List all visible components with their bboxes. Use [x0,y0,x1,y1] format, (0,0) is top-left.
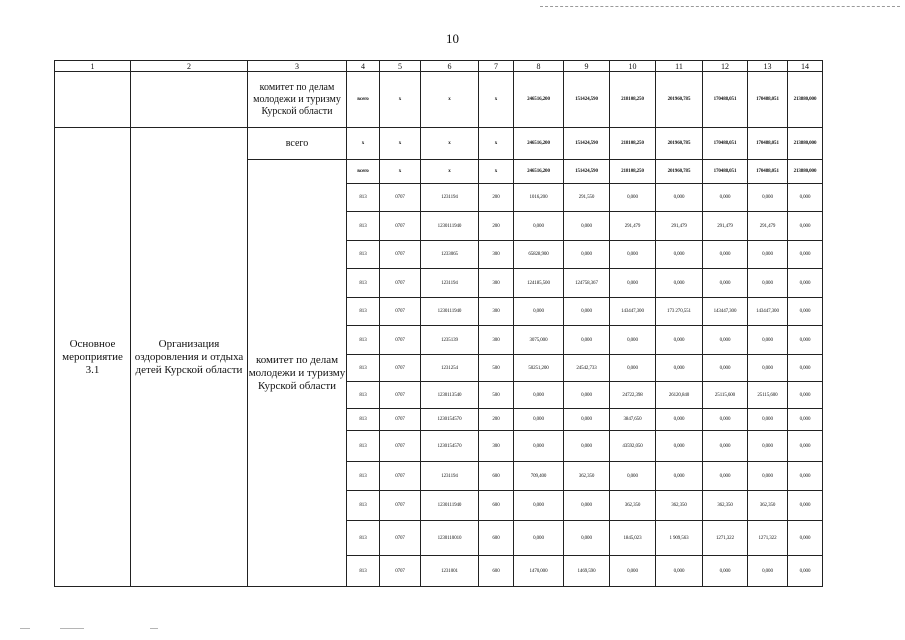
table-cell: 0707 [380,491,421,521]
table-cell: 0,000 [656,409,703,431]
column-number: 6 [421,61,479,72]
table-cell: 1469,590 [564,556,610,587]
table-cell: 0,000 [748,431,788,462]
table-cell: 0,000 [514,431,564,462]
table-cell: 0707 [380,326,421,355]
table-cell: 0,000 [656,462,703,491]
table-cell: 170488,051 [748,128,788,160]
table-cell: 0,000 [514,521,564,556]
table-cell: 600 [479,521,514,556]
table-cell: x [421,72,479,128]
table-cell: 124758,367 [564,269,610,298]
table-cell: 0707 [380,212,421,241]
table-cell: 65828,900 [514,241,564,269]
table-cell: 151424,590 [564,128,610,160]
column-number: 2 [131,61,248,72]
table-cell: 300 [479,326,514,355]
table-cell: 813 [347,326,380,355]
table-cell: 170488,051 [748,72,788,128]
table-cell: 291,550 [564,184,610,212]
executor-label: комитет по делам молодежи и туризму Курской области [248,72,347,128]
table-cell: 1230113540 [421,382,479,409]
column-number: 5 [380,61,421,72]
table-cell: 213880,000 [788,128,823,160]
column-number: 4 [347,61,380,72]
table-cell: 600 [479,491,514,521]
table-cell: 151424,590 [564,160,610,184]
table-cell: 0,000 [703,355,748,382]
table-cell: 1231194 [421,269,479,298]
table-cell: 1231194 [421,184,479,212]
table-cell: 0,000 [788,382,823,409]
table-cell: 24722,398 [610,382,656,409]
table-cell: 43592,050 [610,431,656,462]
table-cell: x [347,128,380,160]
table-cell: 813 [347,521,380,556]
measure-total-row [55,128,823,160]
table-cell: 600 [479,462,514,491]
table-cell: 0,000 [788,241,823,269]
table-cell: 3847,650 [610,409,656,431]
measure-title: Организация оздоровления и отдыха детей Курской области [131,128,248,587]
table-cell: 0,000 [788,491,823,521]
table-cell: 300 [479,269,514,298]
table-cell: 0,000 [564,521,610,556]
table-cell: 362,350 [703,491,748,521]
table-cell: 0,000 [703,409,748,431]
table-cell: 1230111940 [421,491,479,521]
table-cell: 813 [347,462,380,491]
table-cell: 173 270,551 [656,298,703,326]
table-cell: 0,000 [564,212,610,241]
table-cell: всего [347,72,380,128]
table-cell: 0,000 [788,556,823,587]
table-cell: 0,000 [610,326,656,355]
table-cell: 813 [347,355,380,382]
column-number: 10 [610,61,656,72]
table-cell: 1235139 [421,326,479,355]
table-cell: 0,000 [788,462,823,491]
table-cell: 0707 [380,241,421,269]
table-cell: 0,000 [514,212,564,241]
table-cell: x [380,160,421,184]
executor-label: комитет по делам молодежи и туризму Курской области [248,160,347,587]
table-cell: 0,000 [703,431,748,462]
column-number: 12 [703,61,748,72]
table-cell: 0,000 [748,556,788,587]
table-cell: 0,000 [564,241,610,269]
table-cell: 291,479 [748,212,788,241]
table-cell: 1231254 [421,355,479,382]
table-cell: 0,000 [703,462,748,491]
table-cell: 0,000 [748,462,788,491]
empty-cell [131,72,248,128]
table-cell: 1 909,563 [656,521,703,556]
table-cell: 0,000 [610,462,656,491]
column-number: 9 [564,61,610,72]
column-number: 3 [248,61,347,72]
table-cell: 25115,600 [748,382,788,409]
table-cell: 0,000 [788,184,823,212]
table-cell: 201960,785 [656,128,703,160]
table-cell: всего [347,160,380,184]
table-cell: 24542,733 [564,355,610,382]
table-cell: 0,000 [656,184,703,212]
table-cell: 0707 [380,431,421,462]
table-cell: 200 [479,409,514,431]
table-cell: 0,000 [564,382,610,409]
table-cell: 1845,023 [610,521,656,556]
table-cell: 170488,051 [703,128,748,160]
table-cell: 201960,785 [656,72,703,128]
table-cell: 500 [479,355,514,382]
table-cell: 813 [347,269,380,298]
table-cell: 0707 [380,269,421,298]
column-number: 11 [656,61,703,72]
scan-speck [20,628,30,629]
column-number: 1 [55,61,131,72]
table-cell: 0,000 [788,326,823,355]
table-cell: 1231194 [421,462,479,491]
table-cell: 0,000 [514,298,564,326]
table-cell: 0,000 [656,326,703,355]
table-cell: 0,000 [703,556,748,587]
column-number: 7 [479,61,514,72]
table-cell: 0,000 [788,521,823,556]
table-cell: 1231001 [421,556,479,587]
table-cell: 0,000 [788,298,823,326]
scan-edge-line [540,6,900,7]
table-cell: 0,000 [514,382,564,409]
table-cell: 200 [479,212,514,241]
table-cell: x [479,72,514,128]
table-cell: 1230154570 [421,431,479,462]
table-cell: 1233065 [421,241,479,269]
table-cell: 813 [347,431,380,462]
table-cell: 0,000 [788,212,823,241]
empty-cell [55,72,131,128]
table-cell: 0707 [380,355,421,382]
table-cell: 362,350 [748,491,788,521]
table-body [55,61,823,587]
table-cell: 291,479 [703,212,748,241]
table-cell: 0,000 [788,269,823,298]
table-cell: 709,400 [514,462,564,491]
table-cell: 143447,300 [703,298,748,326]
table-cell: 300 [479,298,514,326]
table-cell: 1230111940 [421,298,479,326]
table-cell: 0707 [380,409,421,431]
table-cell: 0707 [380,521,421,556]
table-cell: 362,350 [610,491,656,521]
table-cell: 213880,000 [788,160,823,184]
table-cell: x [421,160,479,184]
table-cell: x [479,128,514,160]
table-cell: 1271,322 [748,521,788,556]
table-cell: 813 [347,491,380,521]
table-cell: 0,000 [656,431,703,462]
table-cell: 0,000 [564,326,610,355]
table-cell: 213880,000 [788,72,823,128]
table-cell: 246516,200 [514,160,564,184]
table-cell: 1230111940 [421,212,479,241]
table-cell: 813 [347,556,380,587]
table-cell: 246516,200 [514,72,564,128]
table-cell: 170488,051 [703,72,748,128]
executor-total-row [55,72,823,128]
table-cell: 600 [479,556,514,587]
table-cell: 170488,051 [703,160,748,184]
table-cell: x [380,128,421,160]
table-cell: 1470,000 [514,556,564,587]
table-cell: 0,000 [748,184,788,212]
table-cell: 813 [347,298,380,326]
table-cell: 291,479 [656,212,703,241]
table-cell: 0,000 [703,326,748,355]
table-cell: x [421,128,479,160]
table-cell: 0,000 [656,241,703,269]
table-cell: 1230154570 [421,409,479,431]
measure-name: Основное мероприятие 3.1 [55,128,131,587]
table-cell: 0707 [380,382,421,409]
table-cell: 143447,300 [748,298,788,326]
table-cell: 218108,250 [610,160,656,184]
table-cell: 25115,600 [703,382,748,409]
table-cell: 0707 [380,556,421,587]
table-cell: 0,000 [610,184,656,212]
total-label: всего [248,128,347,160]
table-cell: 0,000 [656,269,703,298]
table-cell: 0,000 [748,269,788,298]
table-cell: 0,000 [703,269,748,298]
table-cell: 143447,300 [610,298,656,326]
table-cell: 124185,500 [514,269,564,298]
table-cell: 246516,200 [514,128,564,160]
scan-speck [150,628,158,629]
table-cell: 500 [479,382,514,409]
table-cell: 0707 [380,298,421,326]
table-cell: 0,000 [564,431,610,462]
table-cell: 151424,590 [564,72,610,128]
table-cell: 50251,200 [514,355,564,382]
table-cell: 291,479 [610,212,656,241]
table-cell: 1271,322 [703,521,748,556]
column-number: 14 [788,61,823,72]
table-cell: 0,000 [748,326,788,355]
table-cell: 26120,840 [656,382,703,409]
table-cell: 3075,000 [514,326,564,355]
table-cell: 1016,200 [514,184,564,212]
table-cell: 218108,250 [610,72,656,128]
table-cell: 813 [347,409,380,431]
table-cell: 0,000 [564,491,610,521]
table-cell: 0,000 [564,409,610,431]
table-cell: 813 [347,382,380,409]
page-number: 10 [446,31,459,46]
table-cell: 0,000 [610,269,656,298]
scan-speck [60,628,84,629]
table-cell: x [380,72,421,128]
table-cell: 0,000 [703,184,748,212]
table-cell: 813 [347,212,380,241]
table-cell: 300 [479,431,514,462]
table-cell: 170488,051 [748,160,788,184]
table-cell: 813 [347,184,380,212]
table-cell: 0,000 [514,409,564,431]
table-cell: 218108,250 [610,128,656,160]
table-cell: 0,000 [656,355,703,382]
table-cell: 0,000 [656,556,703,587]
table-cell: x [479,160,514,184]
table-cell: 0,000 [788,355,823,382]
table-cell: 0,000 [514,491,564,521]
table-cell: 200 [479,184,514,212]
table-cell: 1230110010 [421,521,479,556]
table-cell: 300 [479,241,514,269]
table-cell: 0,000 [564,298,610,326]
table-cell: 0,000 [788,409,823,431]
column-number-row [55,61,823,72]
table-cell: 0,000 [748,241,788,269]
table-cell: 0,000 [748,409,788,431]
column-number: 8 [514,61,564,72]
table-cell: 0,000 [610,241,656,269]
table-cell: 0,000 [788,431,823,462]
table-cell: 0,000 [703,241,748,269]
table-cell: 0,000 [748,355,788,382]
table-cell: 0707 [380,462,421,491]
table-cell: 362,350 [656,491,703,521]
table-cell: 813 [347,241,380,269]
table-cell: 201960,785 [656,160,703,184]
table-cell: 0,000 [610,556,656,587]
column-number: 13 [748,61,788,72]
table-cell: 0,000 [610,355,656,382]
table-cell: 362,350 [564,462,610,491]
table-cell: 0707 [380,184,421,212]
budget-table [54,60,823,587]
